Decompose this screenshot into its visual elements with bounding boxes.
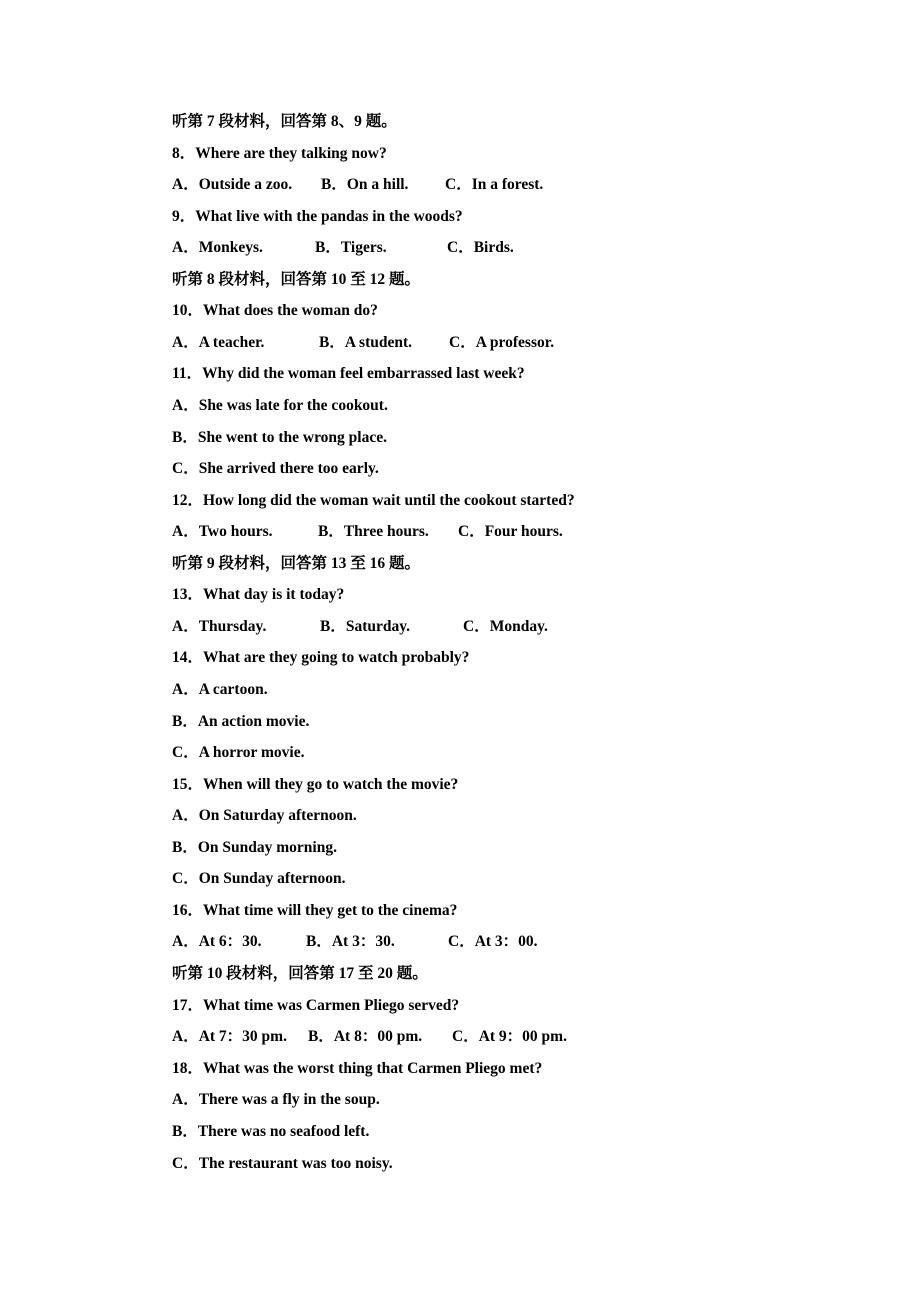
option-b: B．Tigers.	[315, 239, 387, 256]
option-b: B．An action movie.	[172, 713, 310, 730]
question-8: 8．Where are they talking now?	[172, 145, 387, 162]
option-c: C．A professor.	[449, 334, 555, 351]
option-c: C．She arrived there too early.	[172, 460, 379, 477]
option-a: A．At 6：30.	[172, 933, 262, 950]
option-c: C．A horror movie.	[172, 744, 305, 761]
question-18: 18．What was the worst thing that Carmen Pliego met?	[172, 1060, 543, 1077]
question-13-options	[172, 615, 548, 639]
option-a: A．A cartoon.	[172, 681, 268, 698]
option-a: A．On Saturday afternoon.	[172, 807, 357, 824]
option-b: B．Saturday.	[320, 618, 411, 635]
option-b: B．There was no seafood left.	[172, 1123, 370, 1140]
question-9-options	[172, 236, 514, 260]
question-12: 12．How long did the woman wait until the cookout started?	[172, 492, 575, 509]
question-11: 11．Why did the woman feel embarrassed last week?	[172, 365, 525, 382]
question-13: 13．What day is it today?	[172, 586, 345, 603]
option-b: B．She went to the wrong place.	[172, 429, 387, 446]
option-a: A．There was a fly in the soup.	[172, 1091, 380, 1108]
option-a: A．At 7：30 pm.	[172, 1028, 287, 1045]
question-12-options	[172, 520, 563, 544]
question-16: 16．What time will they get to the cinema?	[172, 902, 458, 919]
option-a: A．Thursday.	[172, 618, 267, 635]
section-heading: 听第 10 段材料，回答第 17 至 20 题。	[172, 965, 428, 982]
option-a: A．Two hours.	[172, 523, 273, 540]
option-c: C．Four hours.	[458, 523, 563, 540]
option-b: B．Three hours.	[318, 523, 429, 540]
section-heading: 听第 8 段材料，回答第 10 至 12 题。	[172, 271, 421, 288]
question-14: 14．What are they going to watch probably?	[172, 649, 470, 666]
option-a: A．She was late for the cookout.	[172, 397, 388, 414]
option-b: B．At 3：30.	[306, 933, 395, 950]
question-10: 10．What does the woman do?	[172, 302, 378, 319]
option-c: C．At 9：00 pm.	[452, 1028, 567, 1045]
option-b: B．On Sunday morning.	[172, 839, 337, 856]
question-8-options	[172, 173, 544, 197]
section-heading: 听第 7 段材料，回答第 8、9 题。	[172, 113, 397, 130]
question-17-options	[172, 1025, 567, 1049]
question-17: 17．What time was Carmen Pliego served?	[172, 997, 460, 1014]
option-a: A．A teacher.	[172, 334, 265, 351]
question-10-options	[172, 331, 555, 355]
question-9: 9．What live with the pandas in the woods?	[172, 208, 463, 225]
option-a: A．Monkeys.	[172, 239, 263, 256]
option-b: B．At 8：00 pm.	[308, 1028, 423, 1045]
option-c: C．At 3：00.	[448, 933, 538, 950]
option-a: A．Outside a zoo.	[172, 176, 293, 193]
section-heading: 听第 9 段材料，回答第 13 至 16 题。	[172, 555, 421, 572]
option-c: C．The restaurant was too noisy.	[172, 1155, 393, 1172]
option-c: C．Birds.	[447, 239, 514, 256]
question-15: 15．When will they go to watch the movie?	[172, 776, 459, 793]
option-c: C．On Sunday afternoon.	[172, 870, 346, 887]
option-c: C．Monday.	[463, 618, 548, 635]
question-16-options	[172, 930, 538, 954]
option-c: C．In a forest.	[445, 176, 544, 193]
option-b: B．A student.	[319, 334, 413, 351]
option-b: B．On a hill.	[321, 176, 409, 193]
